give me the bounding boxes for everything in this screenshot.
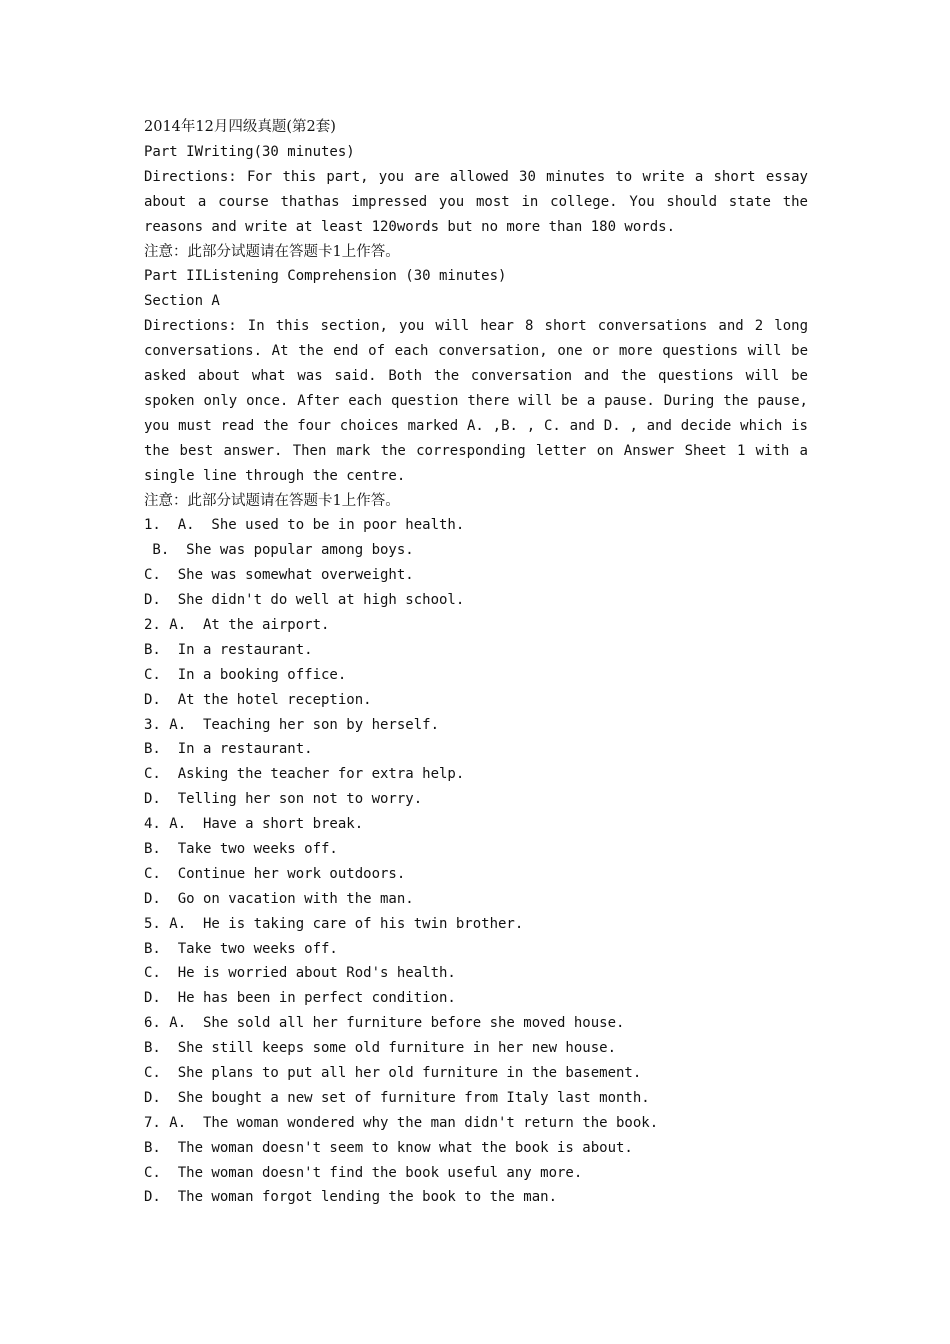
question-2	[144, 613, 808, 713]
part2-heading: Part IIListening Comprehension (30 minutes)	[144, 268, 507, 285]
document-title: 2014年12月四级真题(第2套)	[144, 119, 336, 135]
question-option-a: 6. A. She sold all her furniture before she moved house.	[144, 1015, 625, 1032]
question-option-c: C. Continue her work outdoors.	[144, 865, 406, 882]
question-option-b: B. She was popular among boys.	[144, 542, 414, 559]
question-option-c: C. The woman doesn't find the book useful any more.	[144, 1164, 583, 1181]
part2-note: 注意：此部分试题请在答题卡1上作答。	[144, 492, 400, 509]
question-option-d: D. She bought a new set of furniture from Italy last month.	[144, 1089, 650, 1106]
question-option-b: B. Take two weeks off.	[144, 840, 338, 857]
question-option-a: 5. A. He is taking care of his twin brother.	[144, 915, 524, 932]
question-option-d: D. He has been in perfect condition.	[144, 990, 456, 1007]
part1-note: 注意：此部分试题请在答题卡1上作答。	[144, 243, 400, 260]
question-option-a: 2. A. At the airport.	[144, 616, 330, 633]
part1-directions: Directions: For this part, you are allowed 30 minutes to write a short essay about a course thathas impressed you most in college. You should state the reasons and write at least 120words but no more than 180 words.	[144, 168, 808, 235]
document-body	[144, 115, 808, 1210]
question-5	[144, 912, 808, 1012]
question-option-b: B. Take two weeks off.	[144, 940, 338, 957]
question-option-d: D. Go on vacation with the man.	[144, 890, 414, 907]
question-3	[144, 713, 808, 813]
part2-directions: Directions: In this section, you will hear 8 short conversations and 2 long conversations. At the end of each conversation, one or more questions will be asked about what was said. Both the conversation and the questions will be spoken only once. After each question there will be a pause. During the pause, you must read the four choices marked A. ,B. , C. and D. , and decide which is the best answer. Then mark the corresponding letter on Answer Sheet 1 with a single line through the centre.	[144, 318, 808, 484]
question-option-d: D. The woman forgot lending the book to the man.	[144, 1189, 558, 1206]
question-option-c: C. She plans to put all her old furniture in the basement.	[144, 1065, 642, 1081]
question-option-a: 3. A. Teaching her son by herself.	[144, 716, 440, 733]
question-4	[144, 812, 808, 912]
question-list	[144, 513, 808, 1210]
question-option-b: B. The woman doesn't seem to know what the book is about.	[144, 1139, 633, 1156]
question-7	[144, 1111, 808, 1211]
question-option-a: 4. A. Have a short break.	[144, 816, 364, 833]
question-option-b: B. She still keeps some old furniture in her new house.	[144, 1040, 617, 1057]
question-option-a: 1. A. She used to be in poor health.	[144, 517, 465, 534]
question-option-d: D. Telling her son not to worry.	[144, 791, 423, 808]
question-option-b: B. In a restaurant.	[144, 741, 313, 758]
question-1	[144, 513, 808, 613]
question-option-c: C. Asking the teacher for extra help.	[144, 766, 465, 783]
part1-heading: Part IWriting(30 minutes)	[144, 143, 355, 160]
question-option-d: D. She didn't do well at high school.	[144, 592, 465, 609]
question-option-c: C. In a booking office.	[144, 666, 347, 683]
question-option-b: B. In a restaurant.	[144, 641, 313, 658]
question-option-c: C. She was somewhat overweight.	[144, 567, 414, 584]
question-option-a: 7. A. The woman wondered why the man didn't return the book.	[144, 1114, 659, 1131]
section-a-heading: Section A	[144, 293, 220, 310]
question-6	[144, 1011, 808, 1111]
question-option-c: C. He is worried about Rod's health.	[144, 965, 456, 982]
question-option-d: D. At the hotel reception.	[144, 691, 372, 708]
